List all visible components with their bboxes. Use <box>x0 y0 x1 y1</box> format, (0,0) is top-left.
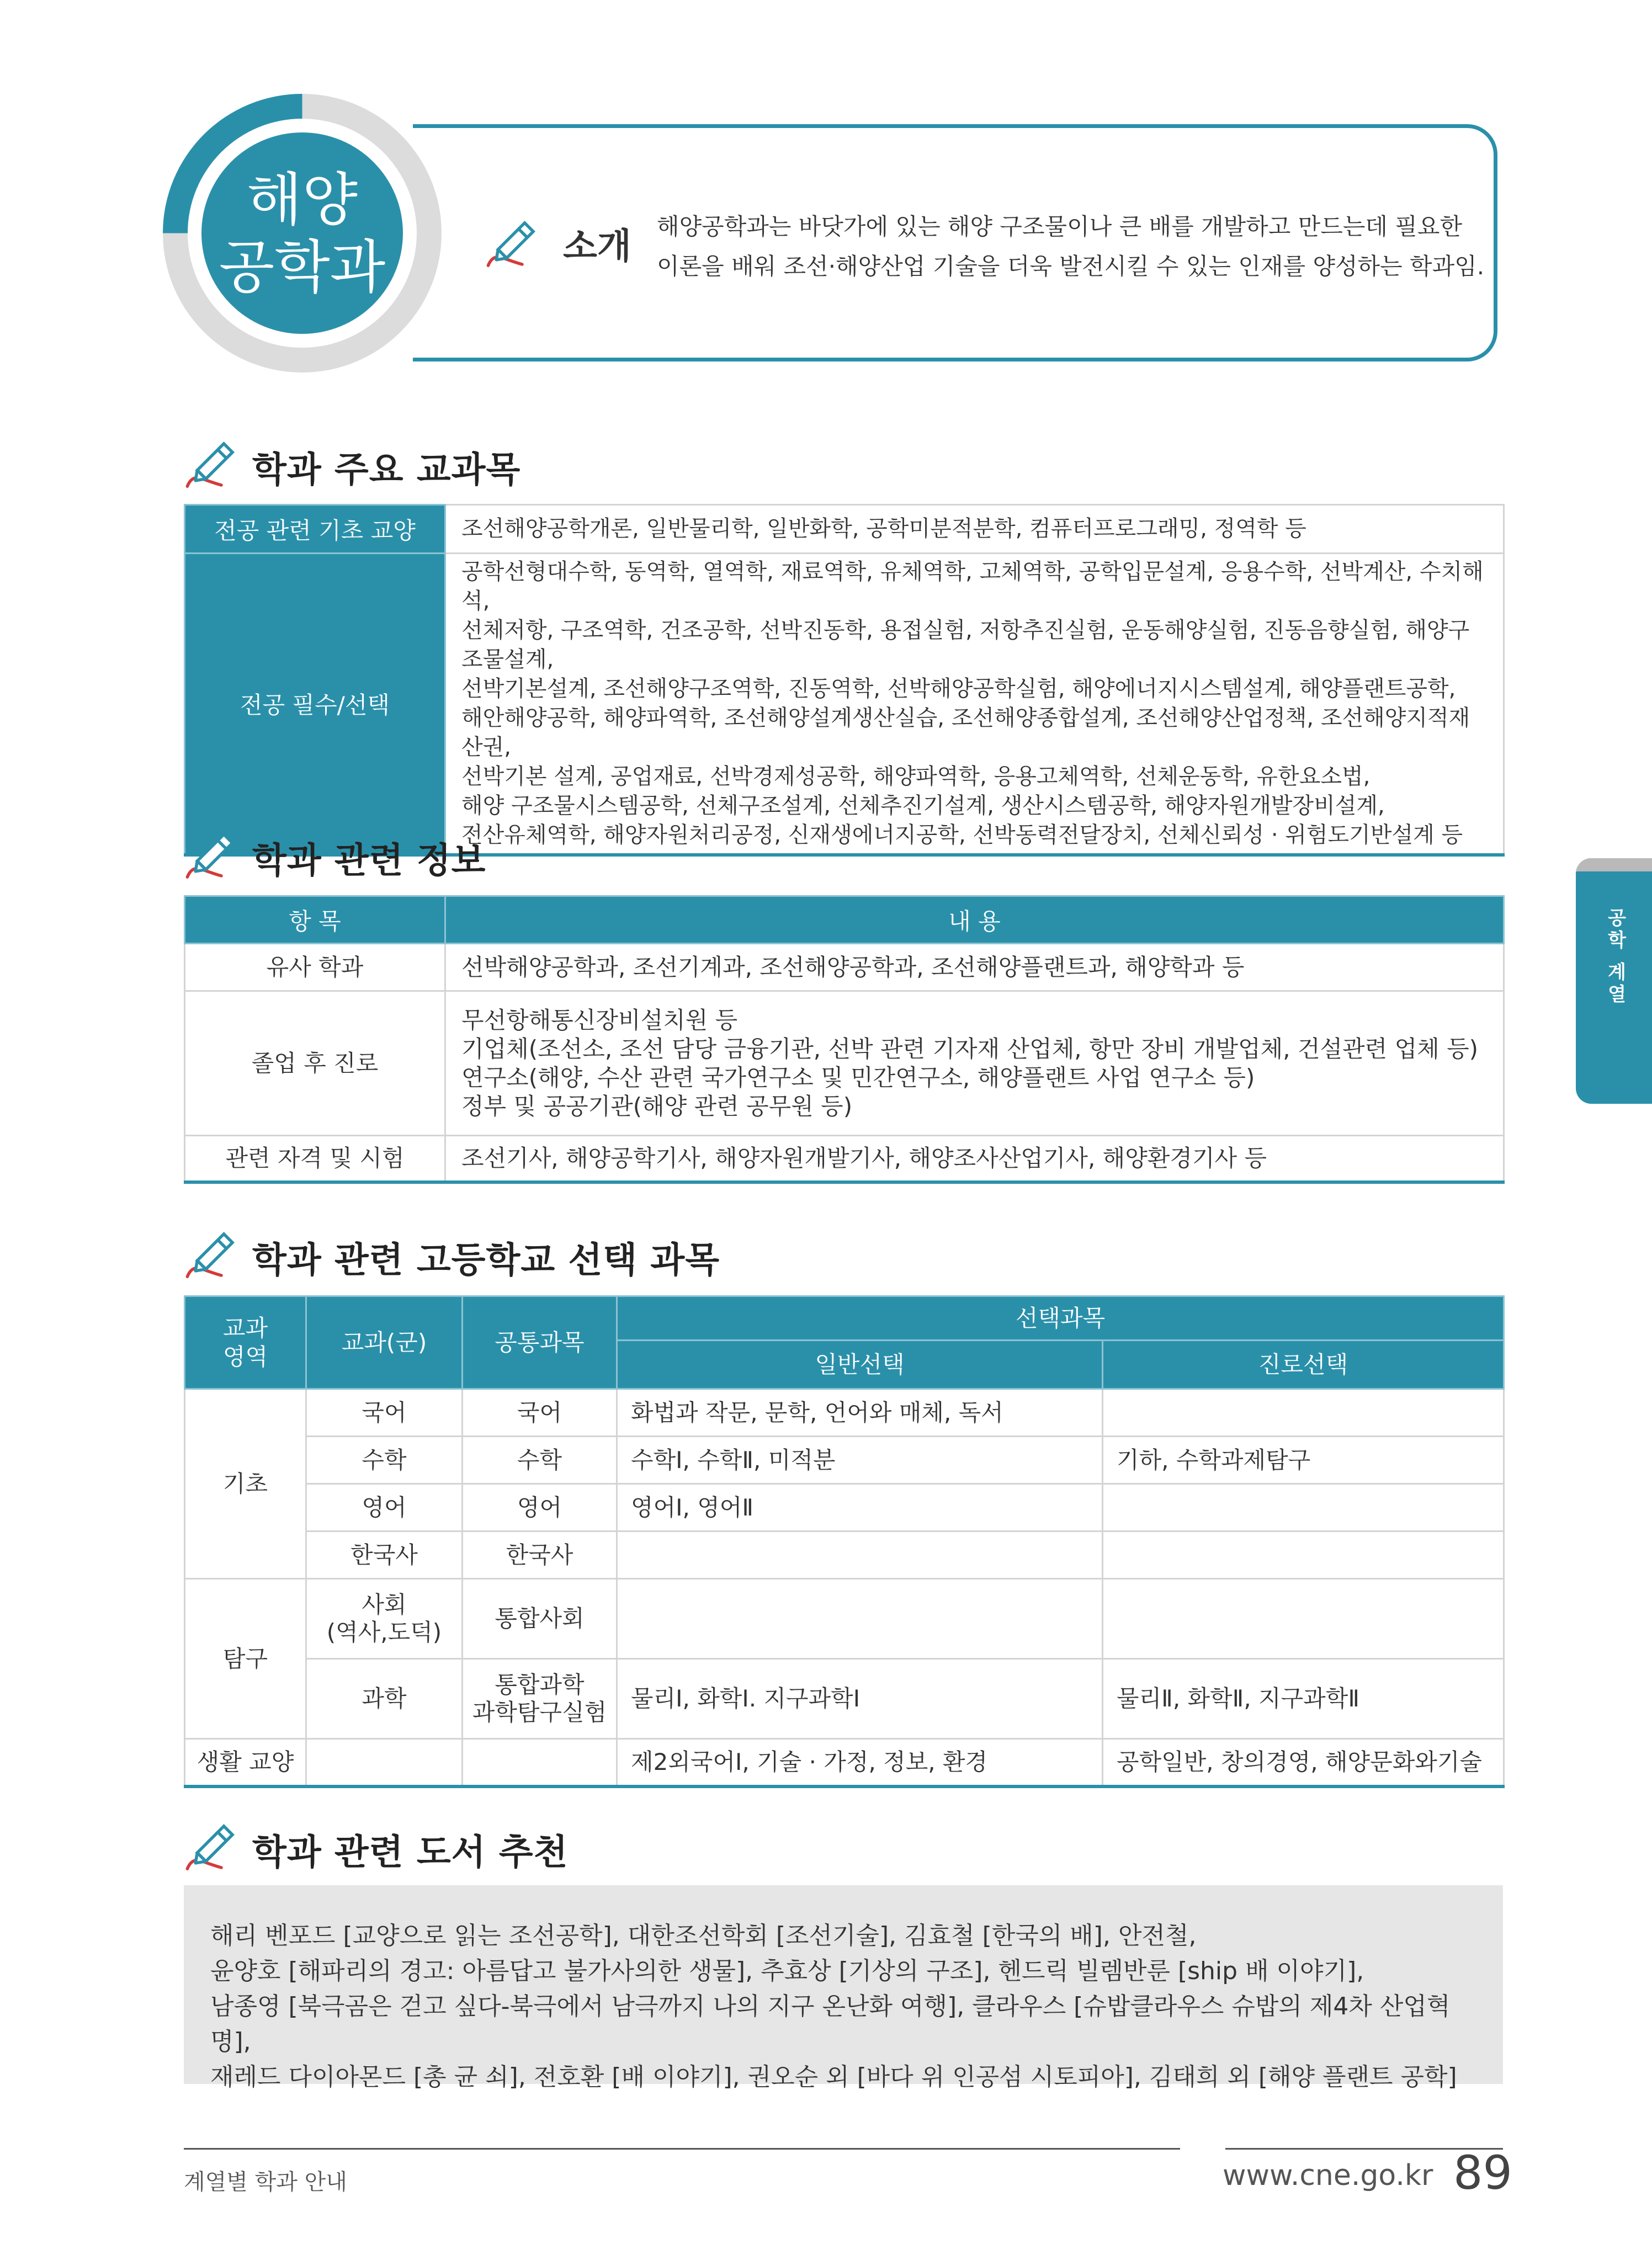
section-title-subjects: 학과 관련 고등학교 선택 과목 <box>252 1240 720 1281</box>
pencil-icon <box>185 430 246 491</box>
book-line: 해리 벤포드 [교양으로 읽는 조선공학], 대한조선학회 [조선기술], 김효철 [한국의 배], 안전철, <box>210 1922 1197 1950</box>
cell-common: 한국사 <box>463 1532 617 1579</box>
footer-url: www.cne.go.kr <box>1223 2159 1433 2192</box>
course-line: 선박기본설계, 조선해양구조역학, 진동역학, 선박해양공학실험, 해양에너지시스템설계, 해양플랜트공학, <box>461 676 1456 701</box>
cell-general <box>617 1579 1103 1659</box>
cell-common-line: 과학탐구실험 <box>472 1699 607 1726</box>
table-row <box>185 1484 1504 1532</box>
info-row-label: 유사 학과 <box>185 944 445 991</box>
header-area-line: 교과 <box>222 1314 268 1342</box>
cell-common <box>463 1659 617 1739</box>
header-group: 교과(군) <box>306 1296 463 1389</box>
pencil-icon <box>486 210 546 270</box>
info-line: 기업체(조선소, 조선 담당 금융기관, 선박 관련 기자재 산업체, 항만 장비 개발업체, 건설관련 업체 등) <box>461 1035 1479 1062</box>
table-row <box>185 1579 1504 1659</box>
intro-label: 소개 <box>563 226 631 267</box>
info-line: 무선항해통신장비설치원 등 <box>461 1006 738 1034</box>
course-line: 선박기본 설계, 공업재료, 선박경제성공학, 해양파역학, 응용고체역학, 선체운동학, 유한요소법, <box>461 764 1371 789</box>
section-title-courses: 학과 주요 교과목 <box>252 450 521 491</box>
cell-career: 공학일반, 창의경영, 해양문화와기술 <box>1103 1739 1504 1786</box>
cell-group: 한국사 <box>306 1532 463 1579</box>
cell-career: 기하, 수학과제탐구 <box>1103 1437 1504 1484</box>
course-row-content <box>445 554 1504 855</box>
table-row <box>185 1659 1504 1739</box>
course-line: 조선해양공학개론, 일반물리학, 일반화학, 공학미분적분학, 컴퓨터프로그래밍, 정역학 등 <box>461 516 1306 541</box>
header-area <box>185 1296 306 1389</box>
cell-common-line: 통합과학 <box>495 1671 585 1698</box>
cell-common: 통합사회 <box>463 1579 617 1659</box>
pencil-icon <box>185 1813 246 1874</box>
header-common: 공통과목 <box>463 1296 617 1389</box>
cell-career <box>1103 1532 1504 1579</box>
info-line: 조선기사, 해양공학기사, 해양자원개발기사, 해양조사산업기사, 해양환경기사 등 <box>461 1144 1267 1172</box>
cell-group-line: 사회 <box>362 1591 407 1618</box>
course-row-content <box>445 505 1504 554</box>
cell-common <box>463 1739 617 1786</box>
cell-general: 제2외국어Ⅰ, 기술 · 가정, 정보, 환경 <box>617 1739 1103 1786</box>
table-row <box>185 1739 1504 1786</box>
course-line: 해양 구조물시스템공학, 선체구조설계, 선체추진기설계, 생산시스템공학, 해양자원개발장비설계, <box>461 793 1385 818</box>
header-general: 일반선택 <box>617 1341 1103 1389</box>
cell-career: 물리Ⅱ, 화학Ⅱ, 지구과학Ⅱ <box>1103 1659 1504 1739</box>
table-row <box>185 1389 1504 1437</box>
cell-group <box>306 1739 463 1786</box>
info-row-label: 졸업 후 진로 <box>185 991 445 1136</box>
books-box <box>184 1885 1503 2091</box>
courses-table <box>184 504 1505 857</box>
area-life: 생활 교양 <box>185 1739 306 1786</box>
info-row-content <box>445 1136 1504 1182</box>
course-line: 선체저항, 구조역학, 건조공학, 선박진동학, 용접실험, 저항추진실험, 운동해양실험, 진동음향실험, 해양구조물설계, <box>461 618 1470 672</box>
info-table <box>184 895 1505 1184</box>
header-item: 항 목 <box>185 896 445 944</box>
header-career: 진로선택 <box>1103 1341 1504 1389</box>
table-row <box>185 505 1504 554</box>
cell-general: 물리Ⅰ, 화학Ⅰ. 지구과학Ⅰ <box>617 1659 1103 1739</box>
course-row-label: 전공 필수/선택 <box>185 554 445 855</box>
cell-group-line: (역사,도덕) <box>326 1619 442 1646</box>
side-tab-label: 공학 계열 <box>1604 908 1626 1006</box>
intro-text <box>657 207 1485 286</box>
header-elective: 선택과목 <box>617 1296 1504 1341</box>
intro-line: 이론을 배워 조선·해양산업 기술을 더욱 발전시킬 수 있는 인재를 양성하는 학과임. <box>657 253 1485 280</box>
page-number: 89 <box>1453 2146 1512 2200</box>
cell-general <box>617 1532 1103 1579</box>
area-inquiry: 탐구 <box>185 1579 306 1739</box>
section-title-info: 학과 관련 정보 <box>252 841 486 881</box>
cell-group: 과학 <box>306 1659 463 1739</box>
cell-common: 수학 <box>463 1437 617 1484</box>
header-area-line: 영역 <box>222 1343 268 1370</box>
book-line: 윤양호 [해파리의 경고: 아름답고 불가사의한 생물], 추효상 [기상의 구조], 헨드릭 빌렘반룬 [ship 배 이야기], <box>210 1957 1364 1985</box>
category-side-tab <box>1576 858 1652 1104</box>
cell-general: 수학Ⅰ, 수학Ⅱ, 미적분 <box>617 1437 1103 1484</box>
info-row-content <box>445 944 1504 991</box>
section-title-books: 학과 관련 도서 추천 <box>252 1832 569 1873</box>
cell-group <box>306 1579 463 1659</box>
info-row-label: 관련 자격 및 시험 <box>185 1136 445 1182</box>
table-row <box>185 554 1504 855</box>
table-row <box>185 944 1504 991</box>
intro-line: 해양공학과는 바닷가에 있는 해양 구조물이나 큰 배를 개발하고 만드는데 필요한 <box>657 213 1463 240</box>
area-basic: 기초 <box>185 1389 306 1579</box>
cell-group: 국어 <box>306 1389 463 1437</box>
course-line: 전산유체역학, 해양자원처리공정, 신재생에너지공학, 선박동력전달장치, 선체신뢰성 · 위험도기반설계 등 <box>461 822 1463 848</box>
footer-divider-left <box>184 2148 1180 2150</box>
footer-book-title: 계열별 학과 안내 <box>184 2169 347 2195</box>
cell-general: 영어Ⅰ, 영어Ⅱ <box>617 1484 1103 1532</box>
subjects-table <box>184 1295 1505 1788</box>
cell-common: 국어 <box>463 1389 617 1437</box>
cell-career <box>1103 1389 1504 1437</box>
cell-general: 화법과 작문, 문학, 언어와 매체, 독서 <box>617 1389 1103 1437</box>
info-line: 선박해양공학과, 조선기계과, 조선해양공학과, 조선해양플랜트과, 해양학과 등 <box>461 953 1245 981</box>
cell-career <box>1103 1579 1504 1659</box>
table-row <box>185 1437 1504 1484</box>
info-line: 연구소(해양, 수산 관련 국가연구소 및 민간연구소, 해양플랜트 사업 연구소 등) <box>461 1063 1255 1091</box>
pencil-icon <box>185 821 246 882</box>
cell-group: 영어 <box>306 1484 463 1532</box>
department-title-line1: 해양 <box>247 166 358 233</box>
department-title-circle <box>201 132 403 334</box>
cell-career <box>1103 1484 1504 1532</box>
course-line: 해안해양공학, 해양파역학, 조선해양설계생산실습, 조선해양종합설계, 조선해양산업정책, 조선해양지적재산권, <box>461 705 1470 760</box>
table-row <box>185 1136 1504 1182</box>
header-content: 내 용 <box>445 896 1504 944</box>
course-row-label: 전공 관련 기초 교양 <box>185 505 445 554</box>
book-line: 남종영 [북극곰은 걷고 싶다-북극에서 남극까지 나의 지구 온난화 여행], 클라우스 [슈밥클라우스 슈밥의 제4차 산업혁명], <box>210 1992 1451 2056</box>
table-header-row <box>185 1296 1504 1341</box>
course-line: 공학선형대수학, 동역학, 열역학, 재료역학, 유체역학, 고체역학, 공학입문설계, 응용수학, 선박계산, 수치해석, <box>461 559 1484 614</box>
table-row <box>185 1532 1504 1579</box>
book-line: 재레드 다이아몬드 [총 균 쇠], 전호환 [배 이야기], 권오순 외 [바다 위 인공섬 시토피아], 김태희 외 [해양 플랜트 공학] <box>210 2063 1457 2091</box>
info-line: 정부 및 공공기관(해양 관련 공무원 등) <box>461 1092 853 1120</box>
table-header-row <box>185 896 1504 944</box>
department-title-line2: 공학과 <box>219 233 386 301</box>
info-row-content <box>445 991 1504 1136</box>
cell-group: 수학 <box>306 1437 463 1484</box>
cell-common: 영어 <box>463 1484 617 1532</box>
side-tab-top-strip <box>1576 858 1652 871</box>
pencil-icon <box>185 1221 246 1281</box>
table-row <box>185 991 1504 1136</box>
